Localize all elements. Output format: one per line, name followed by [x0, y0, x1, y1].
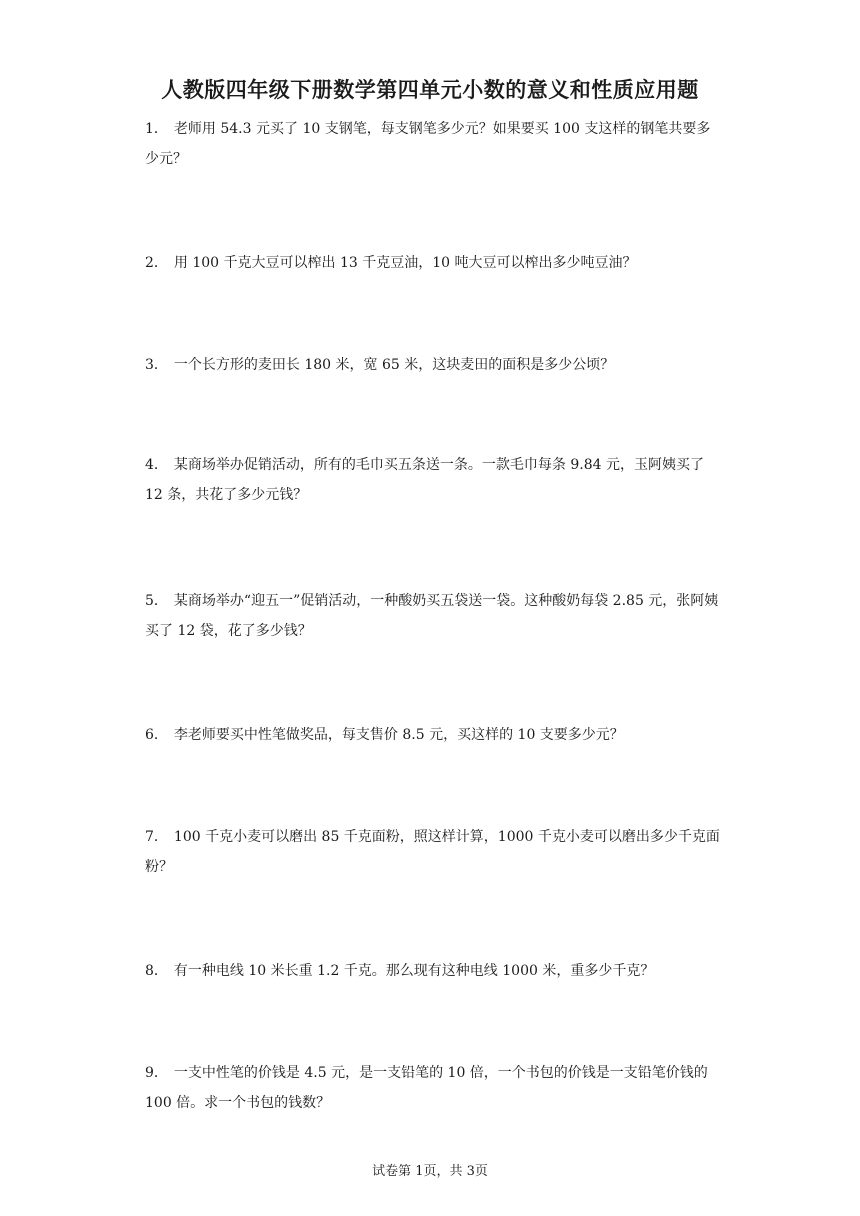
question-number: 5．	[145, 593, 168, 609]
question-5	[145, 586, 720, 646]
question-number: 7．	[145, 829, 168, 845]
question-text: 一个长方形的麦田长 180 米，宽 65 米，这块麦田的面积是多少公顷？	[173, 357, 615, 373]
question-text: 用 100 千克大豆可以榨出 13 千克豆油，10 吨大豆可以榨出多少吨豆油？	[173, 255, 637, 271]
page-footer: 试卷第 1页，共 3页	[372, 1164, 488, 1179]
question-number: 4．	[145, 457, 168, 473]
question-text: 李老师要买中性笔做奖品，每支售价 8.5 元，买这样的 10 支要多少元？	[173, 727, 624, 743]
question-number: 8．	[145, 963, 168, 979]
question-9	[145, 1058, 720, 1118]
question-1	[145, 114, 720, 174]
question-text: 有一种电线 10 米长重 1.2 千克。那么现有这种电线 1000 米，重多少千克？	[173, 963, 655, 979]
question-4	[145, 450, 720, 510]
question-6	[145, 720, 720, 750]
question-7	[145, 822, 720, 882]
page-title: 人教版四年级下册数学第四单元小数的意义和性质应用题	[161, 78, 699, 102]
question-number: 6．	[145, 727, 168, 743]
question-2	[145, 248, 720, 278]
question-text: 100 千克小麦可以磨出 85 千克面粉，照这样计算，1000 千克小麦可以磨出多少千克面粉？	[145, 829, 720, 875]
question-text: 一支中性笔的价钱是 4.5 元，是一支铅笔的 10 倍，一个书包的价钱是一支铅笔价钱的 100 倍。求一个书包的钱数？	[145, 1065, 708, 1111]
question-text: 某商场举办促销活动，所有的毛巾买五条送一条。一款毛巾每条 9.84 元，玉阿姨买了 12 条，共花了多少元钱？	[145, 457, 704, 503]
question-number: 1．	[145, 121, 168, 137]
question-8	[145, 956, 720, 986]
question-number: 9．	[145, 1065, 168, 1081]
question-text: 老师用 54.3 元买了 10 支钢笔，每支钢笔多少元？如果要买 100 支这样的钢笔共要多少元？	[145, 121, 711, 167]
question-text: 某商场举办“迎五一”促销活动，一种酸奶买五袋送一袋。这种酸奶每袋 2.85 元，张阿姨买了 12 袋，花了多少钱？	[145, 593, 719, 639]
question-number: 2．	[145, 255, 168, 271]
question-number: 3．	[145, 357, 168, 373]
question-3	[145, 350, 720, 380]
